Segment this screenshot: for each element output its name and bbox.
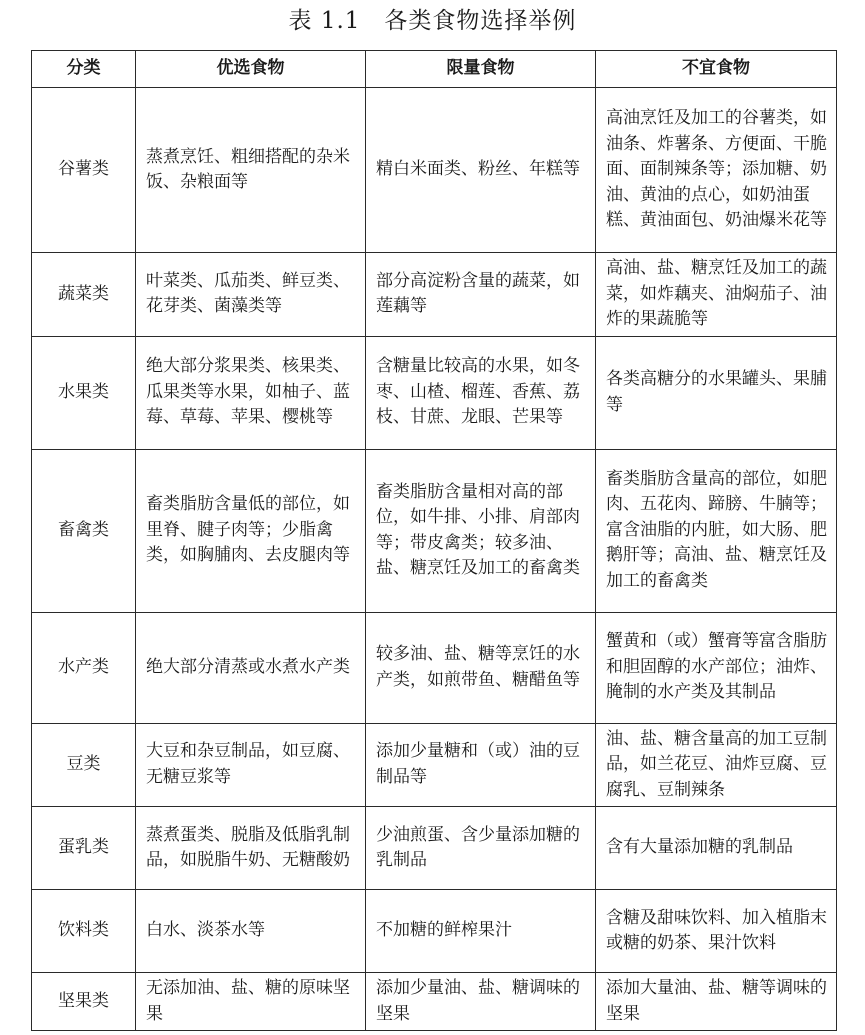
limited-cell: 少油煎蛋、含少量添加糖的乳制品 [366, 807, 596, 890]
category-cell: 蔬菜类 [32, 253, 136, 337]
avoid-cell: 各类高糖分的水果罐头、果脯等 [596, 336, 837, 449]
preferred-cell: 绝大部分浆果类、核果类、瓜果类等水果，如柚子、蓝莓、草莓、苹果、樱桃等 [136, 336, 366, 449]
table-row [32, 612, 837, 723]
limited-cell: 精白米面类、粉丝、年糕等 [366, 88, 596, 253]
avoid-cell: 高油、盐、糖烹饪及加工的蔬菜，如炸藕夹、油焖茄子、油炸的果蔬脆等 [596, 253, 837, 337]
limited-cell: 添加少量油、盐、糖调味的坚果 [366, 973, 596, 1031]
limited-cell: 畜类脂肪含量相对高的部位，如牛排、小排、肩部肉等；带皮禽类；较多油、盐、糖烹饪及加工的畜禽类 [366, 449, 596, 612]
food-selection-table [31, 50, 837, 1031]
limited-cell: 添加少量糖和（或）油的豆制品等 [366, 723, 596, 807]
category-cell: 谷薯类 [32, 88, 136, 253]
preferred-cell: 大豆和杂豆制品，如豆腐、无糖豆浆等 [136, 723, 366, 807]
category-cell: 蛋乳类 [32, 807, 136, 890]
preferred-cell: 畜类脂肪含量低的部位，如里脊、腱子肉等；少脂禽类，如胸脯肉、去皮腿肉等 [136, 449, 366, 612]
category-cell: 饮料类 [32, 890, 136, 973]
avoid-cell: 畜类脂肪含量高的部位，如肥肉、五花肉、蹄膀、牛腩等；富含油脂的内脏，如大肠、肥鹅肝等；高油、盐、糖烹饪及加工的畜禽类 [596, 449, 837, 612]
table-row [32, 449, 837, 612]
table-row [32, 723, 837, 807]
header-limited: 限量食物 [366, 51, 596, 88]
category-cell: 水产类 [32, 612, 136, 723]
header-row [32, 51, 837, 88]
table-title: 表 1.1 各类食物选择举例 [288, 8, 577, 34]
avoid-cell: 含有大量添加糖的乳制品 [596, 807, 837, 890]
header-category: 分类 [32, 51, 136, 88]
category-cell: 豆类 [32, 723, 136, 807]
avoid-cell: 油、盐、糖含量高的加工豆制品，如兰花豆、油炸豆腐、豆腐乳、豆制辣条 [596, 723, 837, 807]
avoid-cell: 高油烹饪及加工的谷薯类，如油条、炸薯条、方便面、干脆面、面制辣条等；添加糖、奶油、黄油的点心，如奶油蛋糕、黄油面包、奶油爆米花等 [596, 88, 837, 253]
avoid-cell: 含糖及甜味饮料、加入植脂末或糖的奶茶、果汁饮料 [596, 890, 837, 973]
preferred-cell: 蒸煮烹饪、粗细搭配的杂米饭、杂粮面等 [136, 88, 366, 253]
preferred-cell: 无添加油、盐、糖的原味坚果 [136, 973, 366, 1031]
category-cell: 畜禽类 [32, 449, 136, 612]
limited-cell: 部分高淀粉含量的蔬菜，如莲藕等 [366, 253, 596, 337]
table-row [32, 890, 837, 973]
table-row [32, 253, 837, 337]
category-cell: 水果类 [32, 336, 136, 449]
limited-cell: 不加糖的鲜榨果汁 [366, 890, 596, 973]
preferred-cell: 叶菜类、瓜茄类、鲜豆类、花芽类、菌藻类等 [136, 253, 366, 337]
limited-cell: 含糖量比较高的水果，如冬枣、山楂、榴莲、香蕉、荔枝、甘蔗、龙眼、芒果等 [366, 336, 596, 449]
table-row [32, 973, 837, 1031]
avoid-cell: 添加大量油、盐、糖等调味的坚果 [596, 973, 837, 1031]
preferred-cell: 蒸煮蛋类、脱脂及低脂乳制品，如脱脂牛奶、无糖酸奶 [136, 807, 366, 890]
header-preferred: 优选食物 [136, 51, 366, 88]
header-avoid: 不宜食物 [596, 51, 837, 88]
category-cell: 坚果类 [32, 973, 136, 1031]
table-row [32, 88, 837, 253]
limited-cell: 较多油、盐、糖等烹饪的水产类，如煎带鱼、糖醋鱼等 [366, 612, 596, 723]
avoid-cell: 蟹黄和（或）蟹膏等富含脂肪和胆固醇的水产部位；油炸、腌制的水产类及其制品 [596, 612, 837, 723]
preferred-cell: 绝大部分清蒸或水煮水产类 [136, 612, 366, 723]
table-row [32, 336, 837, 449]
preferred-cell: 白水、淡茶水等 [136, 890, 366, 973]
table-row [32, 807, 837, 890]
